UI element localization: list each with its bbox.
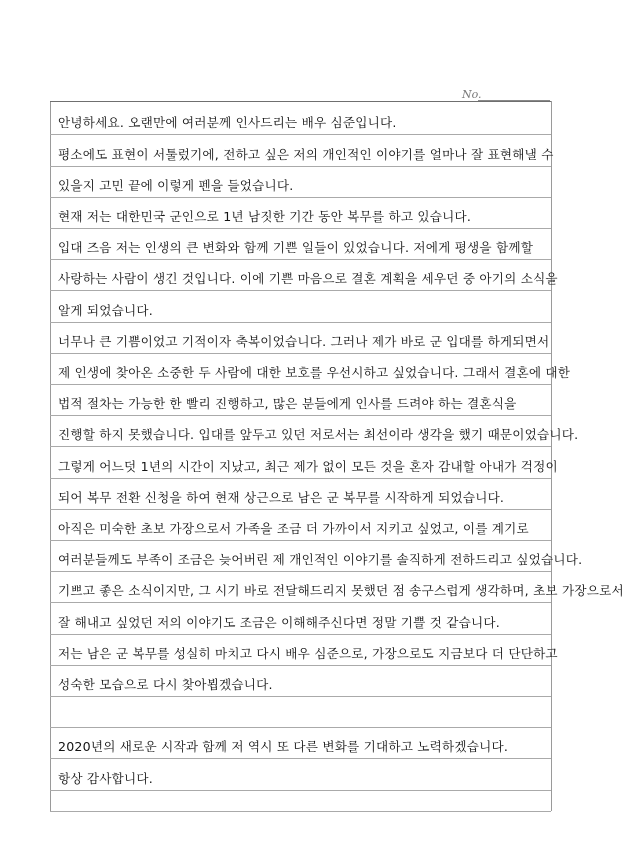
ruled-line [50, 322, 551, 323]
ruled-line [50, 602, 551, 603]
ruled-line [50, 384, 551, 385]
ruled-line [50, 478, 551, 479]
ruled-line [50, 259, 551, 260]
ruled-line [50, 415, 551, 416]
letter-line: 입대 즈음 저는 인생의 큰 변화와 함께 기쁜 일들이 있었습니다. 저에게 평생을 함께할 [58, 240, 534, 255]
letter-line: 기쁘고 좋은 소식이지만, 그 시기 바로 전달해드리지 못했던 점 송구스럽게 생각하며, 초보 가장으로서 [58, 583, 624, 598]
letter-line: 잘 해내고 싶었던 저의 이야기도 조금은 이해해주신다면 정말 기쁠 것 같습니다. [58, 615, 500, 630]
ruled-line [50, 509, 551, 510]
ruled-line [50, 540, 551, 541]
ruled-line [50, 571, 551, 572]
ruled-line [50, 290, 551, 291]
ruled-line [50, 696, 551, 697]
ruled-line [50, 197, 551, 198]
letter-line: 사랑하는 사람이 생긴 것입니다. 이에 기쁜 마음으로 결혼 계획을 세우던 중 아기의 소식을 [58, 271, 558, 286]
ruled-line [50, 758, 551, 759]
ruled-line [50, 811, 551, 812]
letter-line: 현재 저는 대한민국 군인으로 1년 남짓한 기간 동안 복무를 하고 있습니다. [58, 209, 472, 224]
letter-line: 알게 되었습니다. [58, 303, 153, 318]
ruled-line [50, 134, 551, 135]
letter-line: 되어 복무 전환 신청을 하여 현재 상근으로 남은 군 복무를 시작하게 되었습니다. [58, 490, 505, 505]
ruled-line [50, 727, 551, 728]
ruled-line [50, 665, 551, 666]
letter-line: 그렇게 어느덧 1년의 시간이 지났고, 최근 제가 없이 모든 것을 혼자 감내할 아내가 걱정이 [58, 459, 558, 474]
letter-line: 제 인생에 찾아온 소중한 두 사람에 대한 보호를 우선시하고 싶었습니다. 그래서 결혼에 대한 [58, 365, 571, 380]
page-top-line [50, 101, 551, 102]
ruled-line [50, 166, 551, 167]
letter-line: 너무나 큰 기쁨이었고 기적이자 축복이었습니다. 그러나 제가 바로 군 입대를 하게되면서 [58, 334, 550, 349]
ruled-line [50, 634, 551, 635]
letter-line: 안녕하세요. 오랜만에 여러분께 인사드리는 배우 심준입니다. [58, 115, 397, 130]
letter-line: 법적 절차는 가능한 한 빨리 진행하고, 많은 분들에게 인사를 드려야 하는 결혼식을 [58, 396, 517, 411]
letter-line: 있을지 고민 끝에 이렇게 펜을 들었습니다. [58, 178, 294, 193]
letter-line: 진행할 하지 못했습니다. 입대를 앞두고 있던 저로서는 최선이라 생각을 했기 때문이었습니다. [58, 427, 579, 442]
ruled-page-frame [50, 101, 624, 811]
letter-line: 항상 감사합니다. [58, 771, 153, 786]
ruled-line [50, 228, 551, 229]
letter-line: 평소에도 표현이 서툴렀기에, 전하고 싶은 저의 개인적인 이야기를 얼마나 잘 표현해낼 수 [58, 147, 554, 162]
letter-line: 저는 남은 군 복무를 성실히 마치고 다시 배우 심준으로, 가장으로도 지금보다 더 단단하고 [58, 646, 558, 661]
ruled-line [50, 790, 551, 791]
letter-line: 아직은 미숙한 초보 가장으로서 가족을 조금 더 가까이서 지키고 싶었고, 이를 계기로 [58, 521, 529, 536]
ruled-line [50, 446, 551, 447]
letter-line: 성숙한 모습으로 다시 찾아뵙겠습니다. [58, 677, 273, 692]
letter-line: 여러분들께도 부족이 조금은 늦어버린 제 개인적인 이야기를 솔직하게 전하드리고 싶었습니다. [58, 552, 583, 567]
number-label: No. [462, 88, 482, 101]
letter-line: 2020년의 새로운 시작과 함께 저 역시 또 다른 변화를 기대하고 노력하겠습니다. [58, 739, 509, 754]
ruled-line [50, 353, 551, 354]
